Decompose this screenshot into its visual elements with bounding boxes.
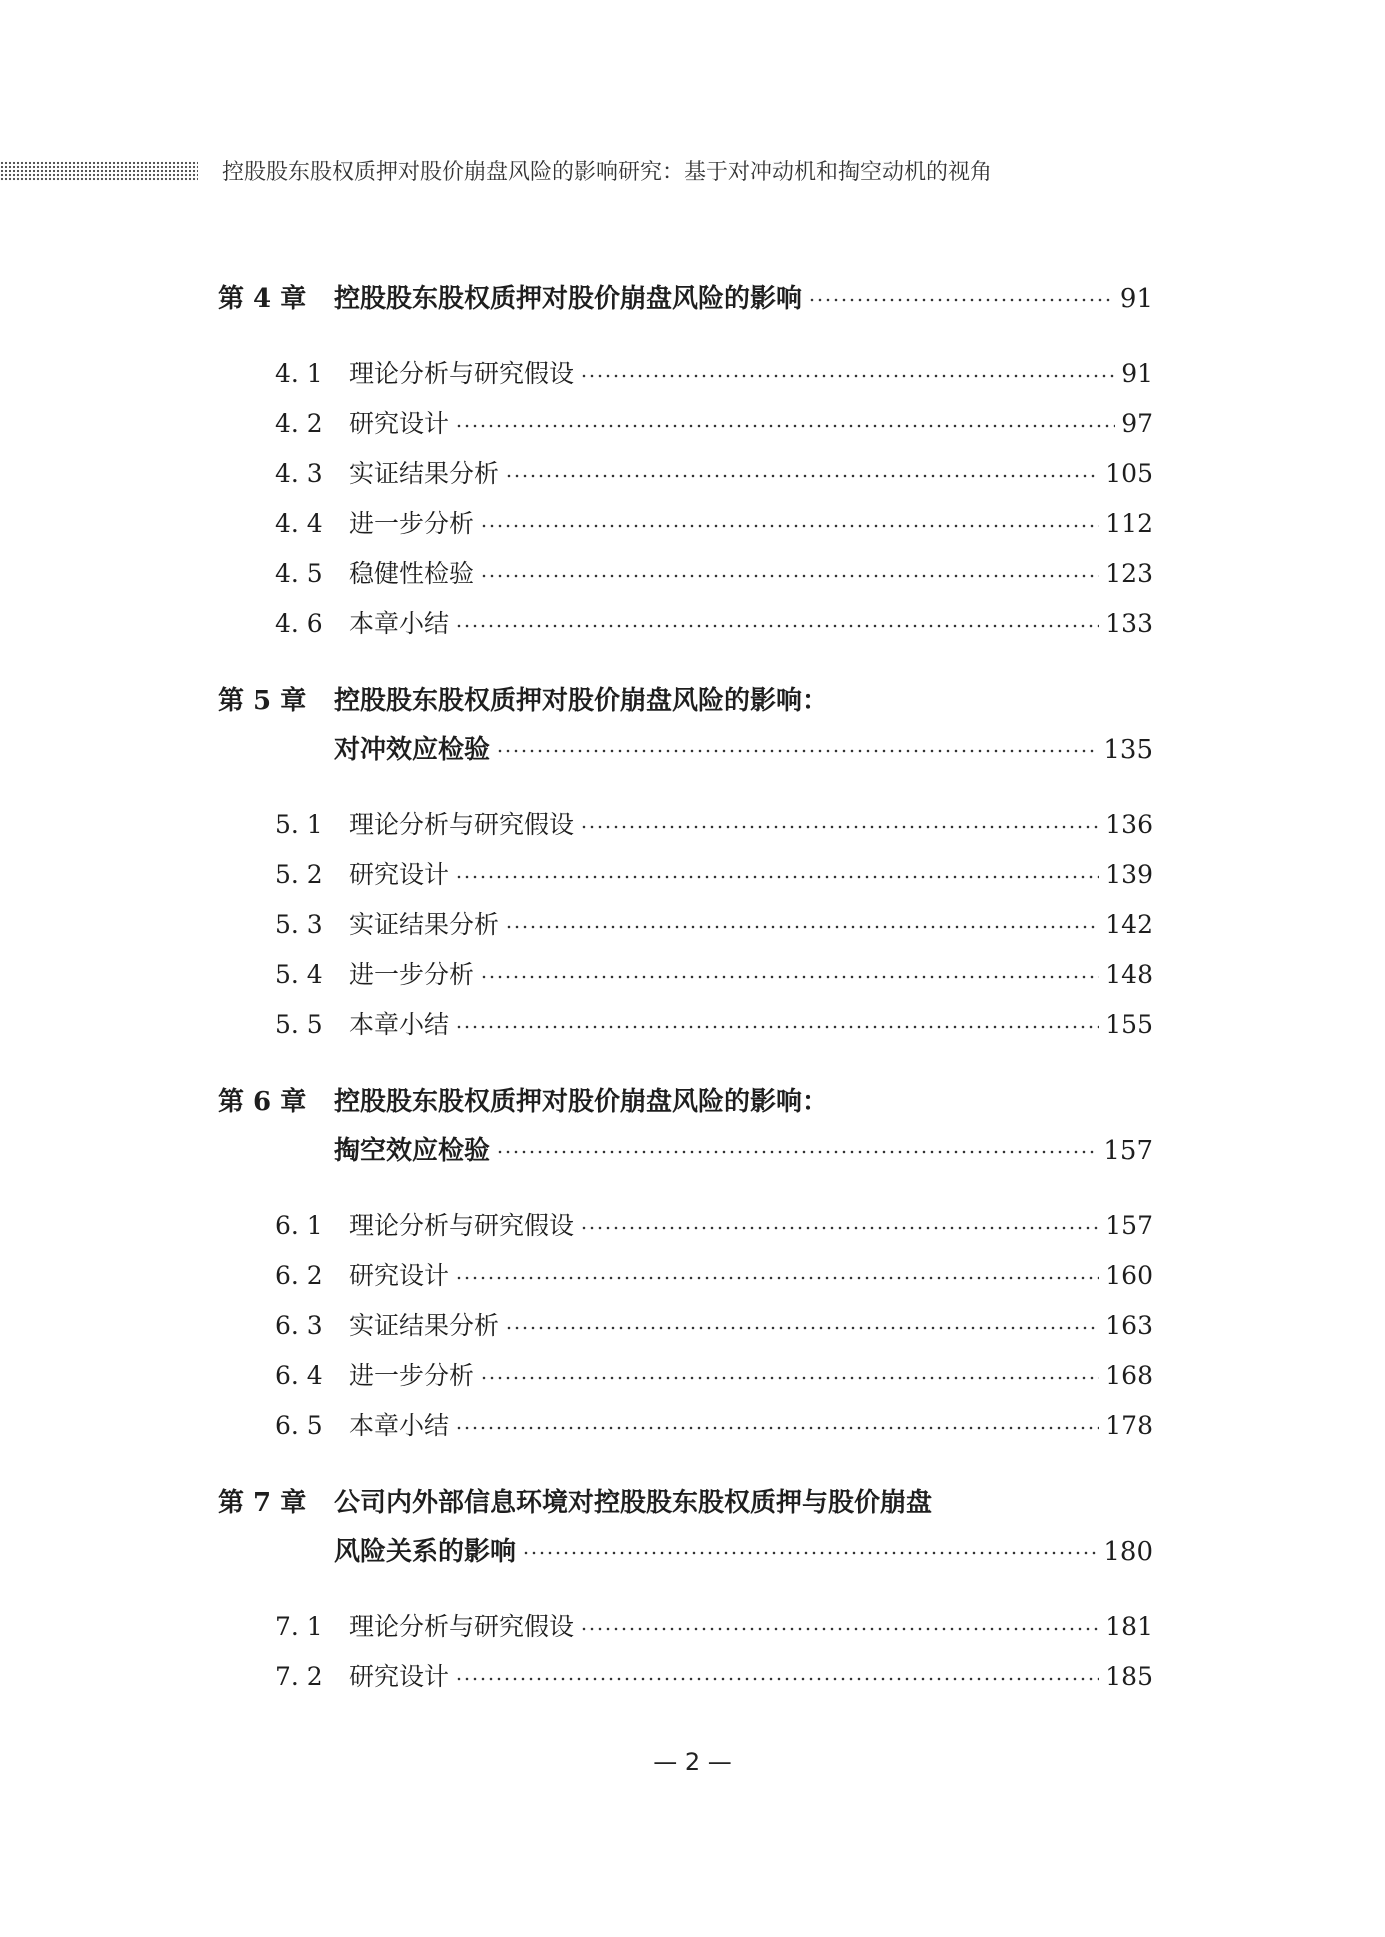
section-title: 理论分析与研究假设 (349, 1612, 575, 1641)
toc-section[interactable] (275, 1607, 1153, 1643)
section-title: 研究设计 (349, 409, 450, 438)
chapter-title-continued: 掏空效应检验 (334, 1136, 491, 1166)
leader-dots (505, 1311, 1099, 1336)
leader-dots (505, 459, 1099, 484)
section-title: 实证结果分析 (349, 459, 500, 488)
section-title: 进一步分析 (349, 509, 475, 538)
section-number: 6. 5 (275, 1411, 323, 1440)
section-number: 4. 3 (275, 459, 323, 488)
chapter-number: 第 6 章 (218, 1087, 307, 1117)
chapter-title-continued: 风险关系的影响 (334, 1537, 517, 1567)
section-title: 本章小结 (349, 1411, 450, 1440)
section-title: 理论分析与研究假设 (349, 1211, 575, 1240)
leader-dots (480, 960, 1099, 985)
toc-chapter-5-heading[interactable] (218, 680, 828, 717)
leader-dots (480, 1361, 1099, 1386)
running-header (0, 155, 1385, 191)
page-number: 157 (1103, 1136, 1153, 1166)
page-number: 105 (1105, 459, 1153, 488)
section-number: 5. 4 (275, 960, 323, 989)
page-number: 112 (1105, 509, 1153, 538)
toc-section[interactable] (275, 1657, 1153, 1693)
leader-dots (580, 1612, 1099, 1637)
leader-dots (808, 283, 1114, 309)
section-number: 7. 1 (275, 1612, 323, 1641)
leader-dots (455, 609, 1099, 634)
toc-section[interactable] (275, 855, 1153, 891)
toc-section[interactable] (275, 1406, 1153, 1442)
chapter-title: 控股股东股权质押对股价崩盘风险的影响 (334, 284, 803, 314)
section-number: 6. 3 (275, 1311, 323, 1340)
page-number: 135 (1103, 735, 1153, 765)
leader-dots (505, 910, 1099, 935)
page-number: 157 (1105, 1211, 1153, 1240)
leader-dots (580, 1211, 1099, 1236)
page-number: 148 (1105, 960, 1153, 989)
section-number: 7. 2 (275, 1662, 323, 1691)
section-title: 研究设计 (349, 1261, 450, 1290)
running-title: 控股股东股权质押对股价崩盘风险的影响研究：基于对冲动机和掏空动机的视角 (222, 160, 993, 185)
toc-chapter-6[interactable] (334, 1130, 1153, 1166)
page-number: 133 (1105, 609, 1153, 638)
leader-dots (480, 509, 1099, 534)
page-number: 180 (1103, 1537, 1153, 1567)
page-number: 178 (1105, 1411, 1153, 1440)
page-number: 97 (1121, 409, 1153, 438)
section-title: 进一步分析 (349, 960, 475, 989)
toc-section[interactable] (275, 454, 1153, 490)
section-title: 本章小结 (349, 609, 450, 638)
toc-section[interactable] (275, 504, 1153, 540)
toc-chapter-5[interactable] (334, 729, 1153, 765)
leader-dots (496, 734, 1097, 760)
page-footer-number: — 2 — (653, 1748, 732, 1776)
page-number: 136 (1105, 810, 1153, 839)
leader-dots (455, 1411, 1099, 1436)
leader-dots (455, 409, 1115, 434)
leader-dots (496, 1135, 1097, 1161)
chapter-number: 第 5 章 (218, 686, 307, 716)
toc-chapter-6-heading[interactable] (218, 1081, 828, 1118)
section-number: 6. 4 (275, 1361, 323, 1390)
page-number: 142 (1105, 910, 1153, 939)
section-number: 5. 3 (275, 910, 323, 939)
toc-section[interactable] (275, 805, 1153, 841)
toc-section[interactable] (275, 354, 1153, 390)
toc-chapter-7-heading[interactable] (218, 1482, 932, 1519)
section-number: 4. 2 (275, 409, 323, 438)
header-dot-pattern (0, 161, 198, 181)
section-number: 5. 1 (275, 810, 323, 839)
leader-dots (580, 810, 1099, 835)
page-number: 185 (1105, 1662, 1153, 1691)
toc-section[interactable] (275, 1256, 1153, 1292)
toc-chapter-7[interactable] (334, 1531, 1153, 1567)
section-title: 实证结果分析 (349, 1311, 500, 1340)
section-title: 实证结果分析 (349, 910, 500, 939)
page-number: 139 (1105, 860, 1153, 889)
section-number: 4. 6 (275, 609, 323, 638)
page-number: 155 (1105, 1010, 1153, 1039)
chapter-title: 控股股东股权质押对股价崩盘风险的影响： (334, 686, 829, 716)
leader-dots (455, 1261, 1099, 1286)
section-number: 6. 1 (275, 1211, 323, 1240)
chapter-number: 第 4 章 (218, 284, 307, 314)
chapter-title-continued: 对冲效应检验 (334, 735, 491, 765)
chapter-title: 公司内外部信息环境对控股股东股权质押与股价崩盘 (334, 1488, 933, 1518)
toc-section[interactable] (275, 955, 1153, 991)
section-title: 理论分析与研究假设 (349, 810, 575, 839)
chapter-number: 第 7 章 (218, 1488, 307, 1518)
toc-section[interactable] (275, 404, 1153, 440)
toc-section[interactable] (275, 1306, 1153, 1342)
section-title: 研究设计 (349, 1662, 450, 1691)
page-number: 123 (1105, 559, 1153, 588)
section-number: 4. 1 (275, 359, 323, 388)
toc-section[interactable] (275, 905, 1153, 941)
leader-dots (522, 1536, 1097, 1562)
toc-section[interactable] (275, 1005, 1153, 1041)
section-number: 5. 2 (275, 860, 323, 889)
toc-chapter-4[interactable] (218, 278, 1153, 314)
section-title: 理论分析与研究假设 (349, 359, 575, 388)
section-title: 研究设计 (349, 860, 450, 889)
page-number: 163 (1105, 1311, 1153, 1340)
section-title: 进一步分析 (349, 1361, 475, 1390)
page-number: 160 (1105, 1261, 1153, 1290)
section-number: 4. 4 (275, 509, 323, 538)
toc-section[interactable] (275, 1206, 1153, 1242)
toc-section[interactable] (275, 604, 1153, 640)
page-number: 91 (1119, 284, 1153, 314)
leader-dots (580, 359, 1115, 384)
section-title: 本章小结 (349, 1010, 450, 1039)
chapter-title: 控股股东股权质押对股价崩盘风险的影响： (334, 1087, 829, 1117)
page-number: 181 (1105, 1612, 1153, 1641)
leader-dots (480, 559, 1099, 584)
section-number: 6. 2 (275, 1261, 323, 1290)
page-number: 91 (1121, 359, 1153, 388)
toc-section[interactable] (275, 1356, 1153, 1392)
leader-dots (455, 860, 1099, 885)
page-number: 168 (1105, 1361, 1153, 1390)
section-number: 4. 5 (275, 559, 323, 588)
section-number: 5. 5 (275, 1010, 323, 1039)
section-title: 稳健性检验 (349, 559, 475, 588)
toc-section[interactable] (275, 554, 1153, 590)
leader-dots (455, 1662, 1099, 1687)
leader-dots (455, 1010, 1099, 1035)
